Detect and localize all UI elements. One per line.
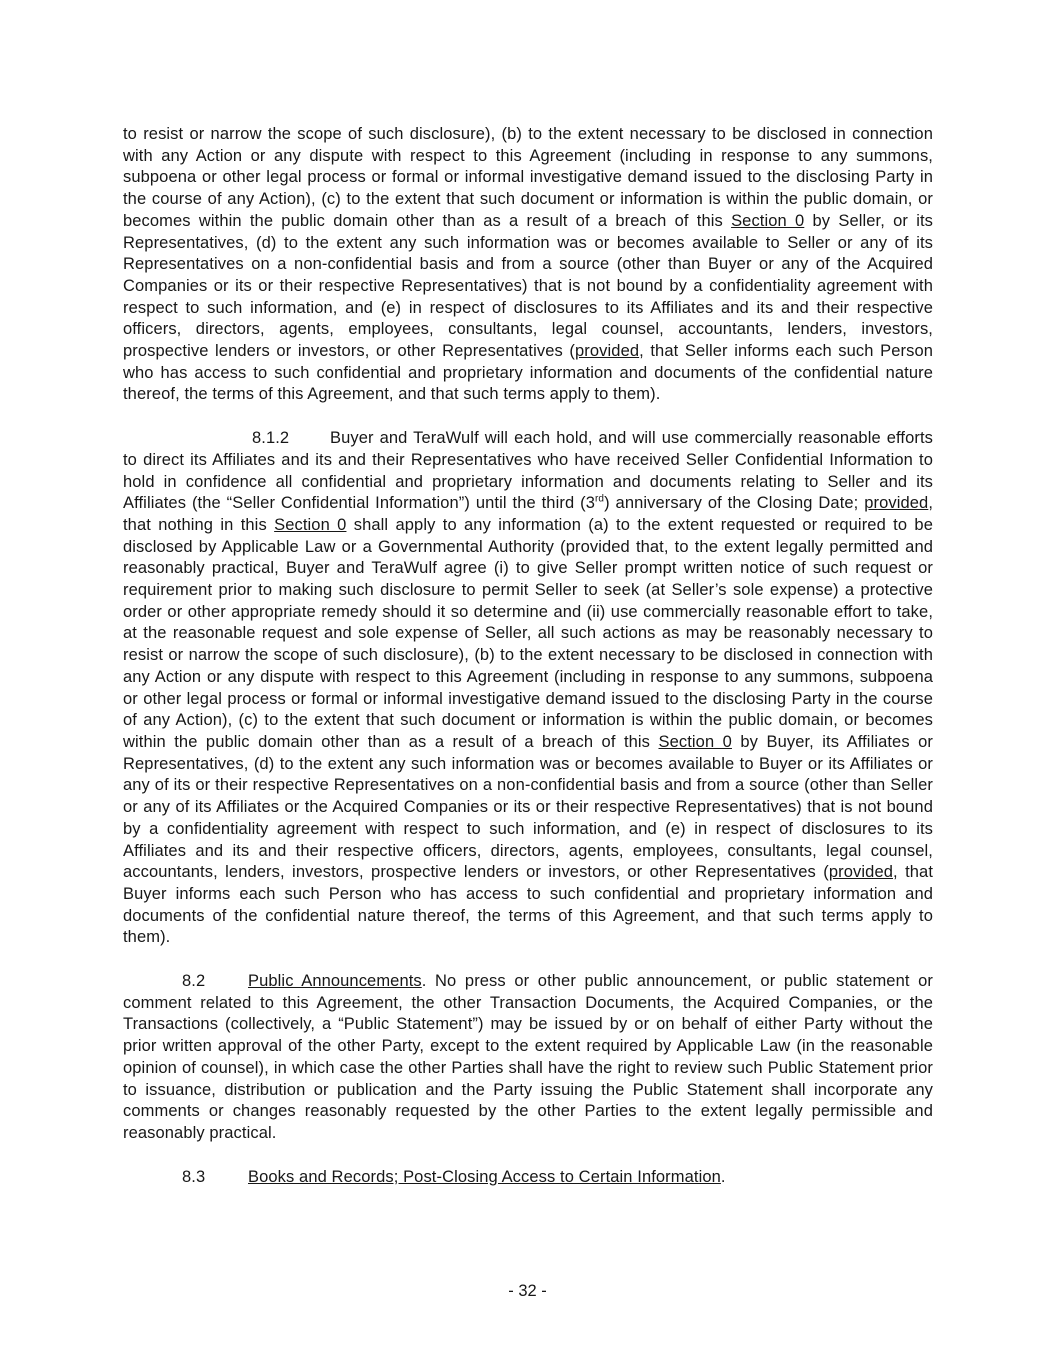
- paragraph-8-1-1-continuation: [123, 124, 933, 406]
- paragraph-8-3: [123, 1167, 933, 1189]
- text-run: ) anniversary of the Closing Date;: [604, 494, 865, 513]
- section-reference: Section 0: [658, 732, 732, 751]
- text-run: , that nothing in this: [123, 494, 934, 534]
- underlined-term-provided: provided: [828, 863, 893, 882]
- underlined-term-provided: provided: [864, 494, 929, 513]
- text-run: , that Seller informs each such Person who has access to such confidential and proprietary information and documents of the confidential nature thereof, the terms of this Agreement, and that such terms apply to them).: [123, 342, 933, 404]
- ordinal-superscript: rd: [594, 493, 605, 505]
- clause-number-8-3: 8.3: [182, 1167, 206, 1186]
- section-8-3-heading: Books and Records; Post-Closing Access to Certain Information: [248, 1167, 721, 1186]
- clause-number-8-1-2: 8.1.2: [252, 429, 290, 448]
- text-run: .: [720, 1167, 726, 1186]
- text-run: by Buyer, its Affiliates or Representatives, (d) to the extent any such information was or becomes available to Buyer or its Affiliates or any of its or their respective Representatives on a non-confidential basis and from a source (other than Seller or any of its Affiliates or the Acquired Companies or its or their respective Representatives) that is not bound by a confidentiality agreement with respect to such information, and (e) in respect of disclosures to its Affiliates and its and their respective officers, directors, agents, employees, consultants, legal counsel, accountants, lenders, investors, prospective lenders or investors, or other Representatives (: [123, 732, 934, 882]
- text-run: shall apply to any information (a) to the extent requested or required to be disclosed by Applicable Law or a Governmental Authority (provided that, to the extent legally permitted and reasonably practical, Buyer and TeraWulf agree (i) to give Seller prompt written notice of such request or requirement prior to making such disclosure to permit Seller to seek (at Seller’s sole expense) a protective order or other appropriate remedy should it so determine and (ii) use commercially reasonable effort to take, at the reasonable request and sole expense of Seller, all such actions as may be reasonably necessary to resist or narrow the scope of such disclosure), (b) to the extent necessary to be disclosed in connection with any Action or any dispute with respect to this Agreement (including in response to any summons, subpoena or other legal process or formal or informal investigative demand issued to the disclosing Party in the course of any Action), (c) to the extent that such document or information is within the public domain, or becomes within the public domain other than as a result of a breach of this: [123, 515, 933, 751]
- text-run: Buyer and TeraWulf will each hold, and will use commercially reasonable efforts to direct its Affiliates and its and their Representatives who have received Seller Confidential Information to hold in confidence all confidential and proprietary information and documents relating to Seller and its Affiliates (the “Seller Confidential Information”) until the third (3: [123, 429, 933, 513]
- text-run: . No press or other public announcement, or public statement or comment related to this Agreement, the other Transaction Documents, the Acquired Companies, or the Transactions (collectively, a “Public Statement”) may be issued by or on behalf of either Party without the prior written approval of the other Party, except to the extent required by Applicable Law (in the reasonable opinion of counsel), in which case the other Parties shall have the right to review such Public Statement prior to issuance, distribution or publication and the Party issuing the Public Statement shall incorporate any comments or changes reasonably requested by the other Parties to the extent legally permissible and reasonably practical.: [123, 972, 933, 1142]
- paragraph-8-2: [123, 971, 933, 1145]
- page-number: - 32 -: [508, 1282, 547, 1300]
- clause-number-8-2: 8.2: [182, 972, 206, 991]
- section-8-2-heading: Public Announcements: [248, 972, 422, 991]
- section-reference: Section 0: [731, 211, 805, 230]
- text-run: to resist or narrow the scope of such disclosure), (b) to the extent necessary to be disclosed in connection with any Action or any dispute with respect to this Agreement (including in response to any summons, subpoena or other legal process or formal or informal investigative demand issued to the disclosing Party in the course of any Action), (c) to the extent that such document or information is within the public domain, or becomes within the public domain other than as a result of a breach of this: [123, 125, 933, 230]
- document-body: [123, 124, 933, 1210]
- paragraph-8-1-2: [123, 428, 933, 949]
- text-run: by Seller, or its Representatives, (d) to the extent any such information was or becomes available to Seller or any of its Representatives on a non-confidential basis and from a source (other than Buyer or any of the Acquired Companies or its or their respective Representatives) that is not bound by a confidentiality agreement with respect to such information, and (e) in respect of disclosures to its Affiliates and its and their respective officers, directors, agents, employees, consultants, legal counsel, accountants, lenders, investors, prospective lenders or investors, or other Representatives (: [123, 211, 933, 361]
- text-run: , that Buyer informs each such Person who has access to such confidential and proprietary information and documents of the confidential nature thereof, the terms of this Agreement, and that such terms apply to them).: [123, 863, 934, 947]
- section-reference: Section 0: [274, 515, 347, 534]
- underlined-term-provided: provided: [575, 342, 640, 361]
